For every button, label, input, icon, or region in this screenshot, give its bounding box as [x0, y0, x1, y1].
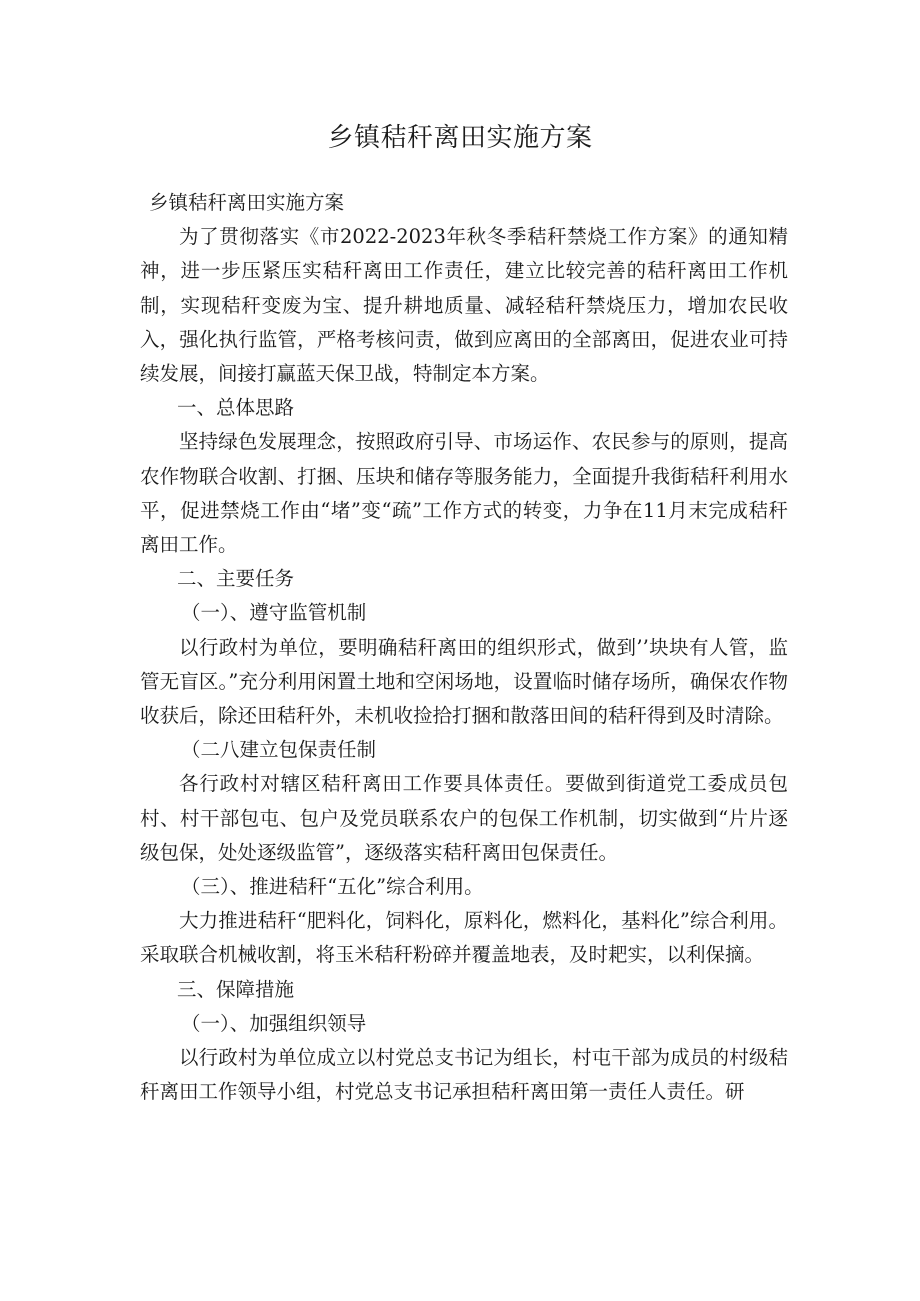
subsection-heading: （一）、遵守监管机制 — [180, 601, 367, 625]
subsection-heading: （二八建立包保责任制 — [180, 738, 376, 762]
subsection-heading: （三）、推进秸秆“五化”综合利用。 — [180, 875, 484, 899]
section-heading: 二、主要任务 — [177, 567, 295, 591]
body-paragraph: 各行政村对辖区秸秆离田工作要具体责任。要做到街道党工委成员包村、村干部包屯、包户及党员联系农户的包保工作机制，切实做到“片片逐级包保，处处逐级监管”，逐级落实秸秆离田包保责任。 — [140, 772, 788, 864]
document-subtitle: 乡镇秸秆离田实施方案 — [149, 191, 345, 214]
intro-paragraph: 为了贯彻落实《市2022-2023年秋冬季秸秆禁烧工作方案》的通知精神，进一步压紧压实秸秆离田工作责任，建立比较完善的秸秆离田工作机制，实现秸秆变废为宝、提升耕地质量、减轻秸秆禁烧压力，增加农民收入，强化执行监管，严格考核问责，做到应离田的全部离田，促进农业可持续发展，间接打赢蓝天保卫战，特制定本方案。 — [140, 225, 788, 386]
body-paragraph: 以行政村为单位，要明确秸秆离田的组织形式，做到’’块块有人管，监管无盲区。”充分利用闲置土地和空闲场地，设置临时储存场所，确保农作物收获后，除还田秸秆外，未机收捡拾打捆和散落田间的秸秆得到及时清除。 — [140, 635, 788, 728]
body-paragraph: 坚持绿色发展理念，按照政府引导、市场运作、农民参与的原则，提高农作物联合收割、打捆、压块和储存等服务能力，全面提升我街秸秆利用水平，促进禁烧工作由“堵”变“疏”工作方式的转变，力争在11月末完成秸秆离田工作。 — [140, 430, 788, 557]
document-title: 乡镇秸秆离田实施方案 — [327, 123, 593, 153]
document-body — [140, 186, 788, 1109]
subsection-heading: （一）、加强组织领导 — [180, 1011, 367, 1035]
section-heading: 一、总体思路 — [177, 396, 295, 420]
body-paragraph: 以行政村为单位成立以村党总支书记为组长，村屯干部为成员的村级秸秆离田工作领导小组，村党总支书记承担秸秆离田第一责任人责任。研 — [140, 1046, 788, 1104]
body-paragraph: 大力推进秸秆“肥料化，饲料化，原料化，燃料化，基料化”综合利用。采取联合机械收割，将玉米秸秆粉碎并覆盖地表，及时耙实，以利保摘。 — [140, 909, 788, 967]
section-heading: 三、保障措施 — [177, 977, 295, 1001]
